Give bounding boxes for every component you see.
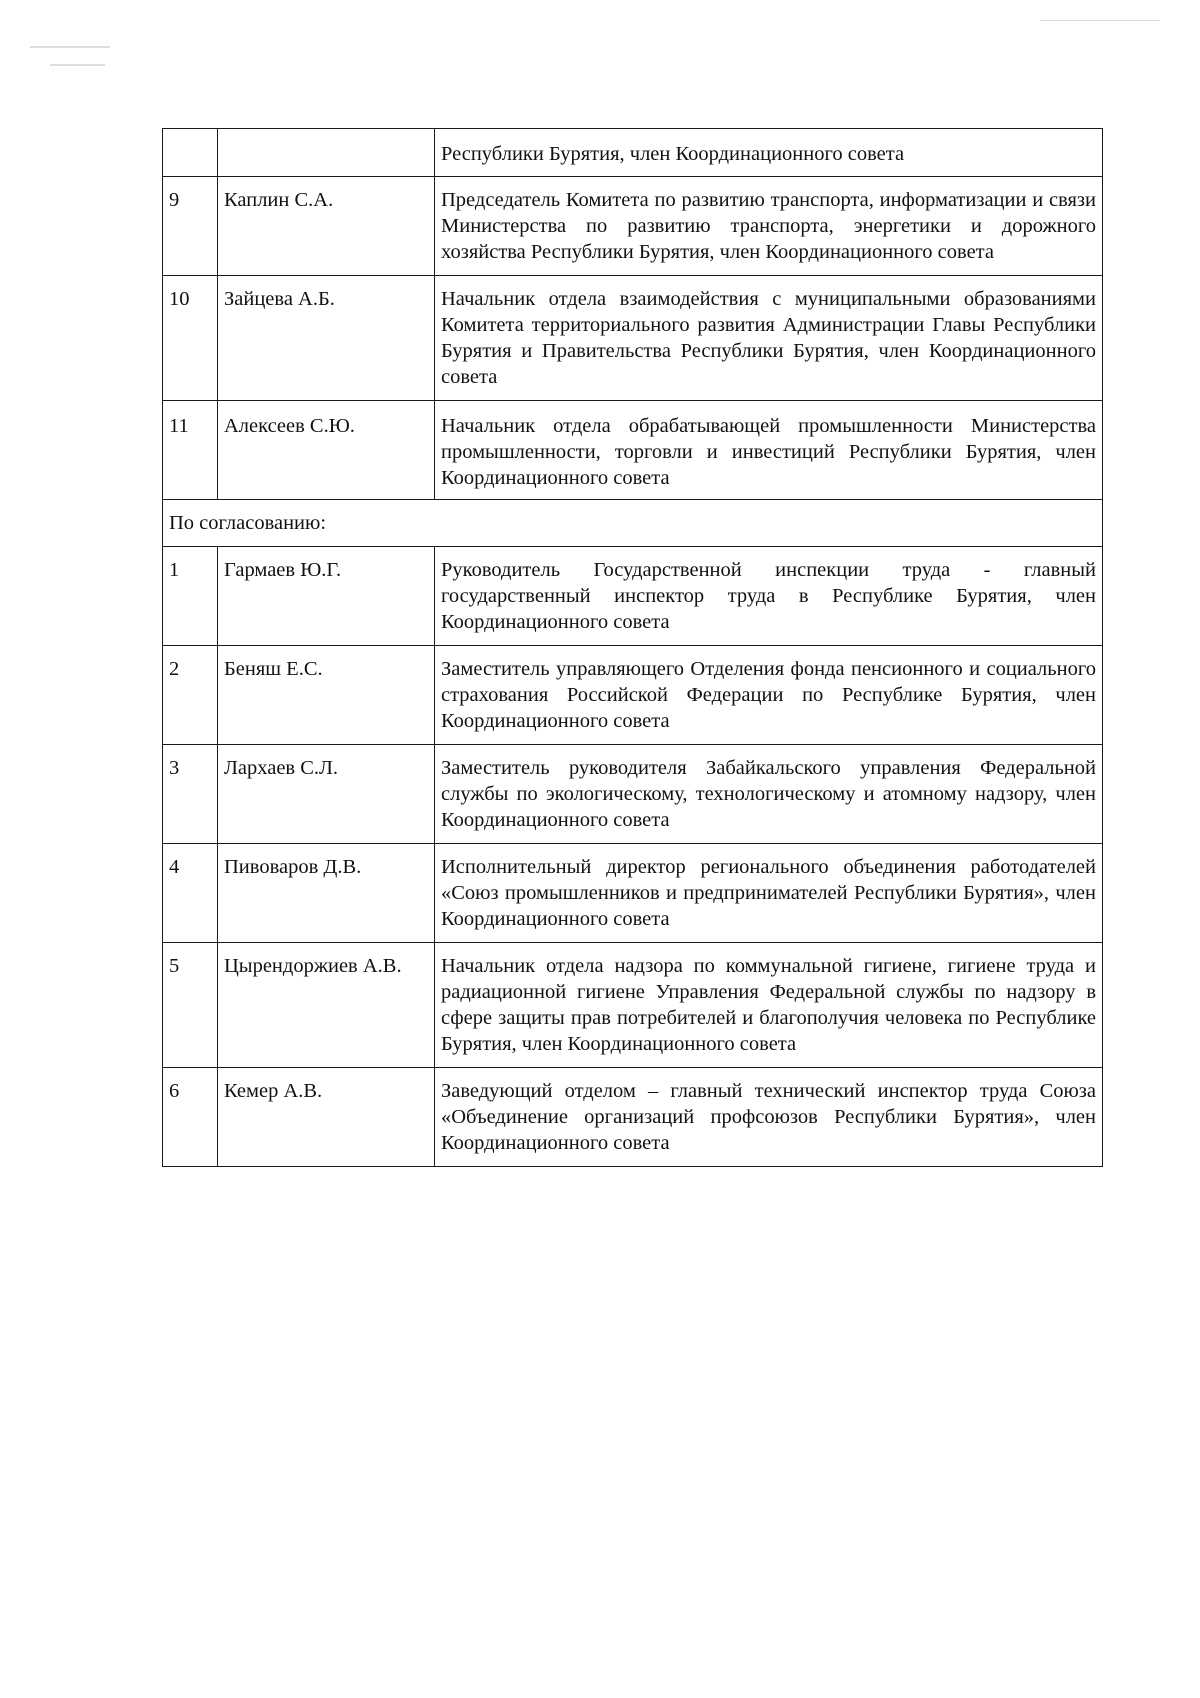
scan-artifact [50,64,105,66]
row-number: 2 [163,646,218,745]
members-table-body [163,129,1103,1167]
row-number: 5 [163,943,218,1068]
scan-artifact [30,46,110,48]
table-row [163,276,1103,401]
member-position: Руководитель Государственной инспекции труда - главный государственный инспектор труда в Республике Бурятия, член Координационного совета [435,547,1103,646]
table-row [163,844,1103,943]
member-position: Исполнительный директор регионального объединения работодателей «Союз промышленников и предпринимателей Республики Бурятия», член Координационного совета [435,844,1103,943]
section-header: По согласованию: [163,500,1103,547]
row-number: 9 [163,177,218,276]
row-number: 10 [163,276,218,401]
section-row [163,500,1103,547]
council-members-table [162,128,1103,1167]
member-name: Зайцева А.Б. [218,276,435,401]
member-name: Беняш Е.С. [218,646,435,745]
table-row [163,129,1103,177]
table-row [163,646,1103,745]
row-number [163,129,218,177]
member-position: Заместитель руководителя Забайкальского управления Федеральной службы по экологическому, технологическому и атомному надзору, член Координационного совета [435,745,1103,844]
table-row [163,401,1103,500]
member-position: Республики Бурятия, член Координационного совета [435,129,1103,177]
table-row [163,1068,1103,1167]
member-name: Алексеев С.Ю. [218,401,435,500]
row-number: 3 [163,745,218,844]
member-name: Пивоваров Д.В. [218,844,435,943]
member-position: Заместитель управляющего Отделения фонда пенсионного и социального страхования Российской Федерации по Республике Бурятия, член Координационного совета [435,646,1103,745]
member-position: Начальник отдела взаимодействия с муниципальными образованиями Комитета территориального развития Администрации Главы Республики Бурятия и Правительства Республики Бурятия, член Координационного совета [435,276,1103,401]
row-number: 1 [163,547,218,646]
member-position: Заведующий отделом – главный технический инспектор труда Союза «Объединение организаций профсоюзов Республики Бурятия», член Координационного совета [435,1068,1103,1167]
member-name: Кемер А.В. [218,1068,435,1167]
row-number: 11 [163,401,218,500]
row-number: 4 [163,844,218,943]
member-name: Гармаев Ю.Г. [218,547,435,646]
scan-artifact [1040,20,1160,21]
table-row [163,745,1103,844]
member-position: Начальник отдела надзора по коммунальной гигиене, гигиене труда и радиационной гигиене Управления Федеральной службы по надзору в сфере защиты прав потребителей и благополучия человека по Республике Бурятия, член Координационного совета [435,943,1103,1068]
member-name: Цырендоржиев А.В. [218,943,435,1068]
table-row [163,547,1103,646]
member-name: Лархаев С.Л. [218,745,435,844]
member-position: Председатель Комитета по развитию транспорта, информатизации и связи Министерства по развитию транспорта, энергетики и дорожного хозяйства Республики Бурятия, член Координационного совета [435,177,1103,276]
table-row [163,177,1103,276]
member-name: Каплин С.А. [218,177,435,276]
row-number: 6 [163,1068,218,1167]
table-row [163,943,1103,1068]
member-name [218,129,435,177]
member-position: Начальник отдела обрабатывающей промышленности Министерства промышленности, торговли и инвестиций Республики Бурятия, член Координационного совета [435,401,1103,500]
